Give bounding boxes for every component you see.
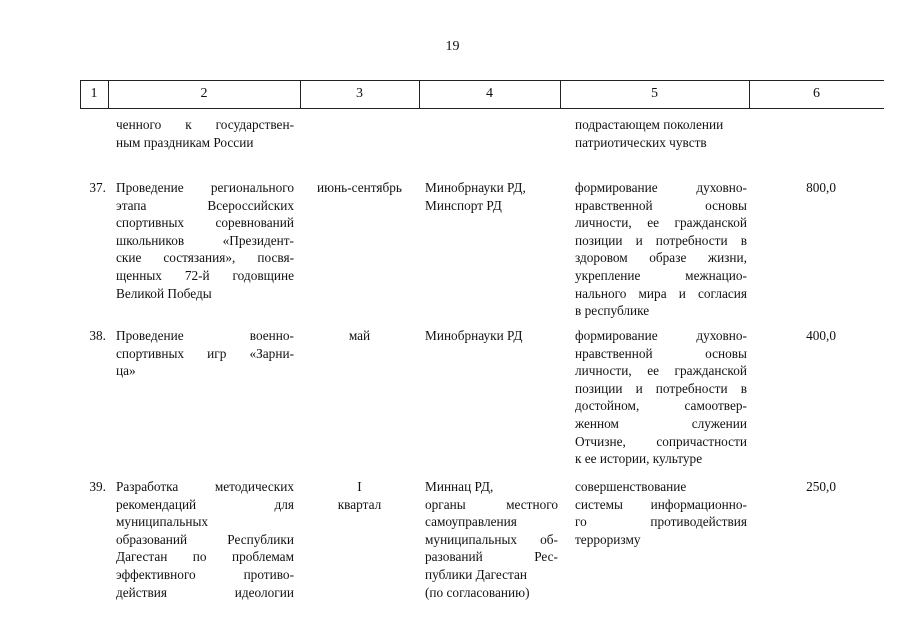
event-funding: 800,0 [806, 180, 836, 195]
event-executors: Минобрнауки РД [425, 328, 523, 343]
event-name: Проведение регионального этапа Всероссийских спортивных соревнований школьников «Президент- ские состязания», посвя- щенных 72-й годовщине Великой Победы [116, 180, 294, 301]
page-number: 19 [445, 39, 460, 54]
header-col-1: 1 [90, 86, 98, 101]
event-funding: 400,0 [806, 328, 836, 343]
event-goal: совершенствование системы информационно- го противодействия терроризму [575, 479, 747, 547]
event-goal: формирование духовно- нравственной основы личности, ее гражданской позиции и потребности в здоровом образе жизни, укрепление межнацио- нального мира и согласия в республике [575, 180, 747, 319]
event-executors: Миннац РД, органы местного самоуправления муниципальных об- разований Рес- публики Дагестан (по согласованию) [425, 479, 558, 600]
header-bottom-border [80, 108, 884, 109]
header-col-5: 5 [651, 86, 658, 101]
event-period: июнь-сентябрь [317, 180, 402, 195]
event-period: май [348, 328, 371, 343]
header-col-6: 6 [813, 86, 820, 101]
event-goal: формирование духовно- нравственной основы личности, ее гражданской позиции и потребности в достойном, самоотвер- женном служении Отчизне, сопричастности к ее истории, культуре [575, 328, 747, 467]
row-number: 39. [89, 479, 106, 494]
continuation-event-name: ченного к государствен- ным праздникам России [116, 117, 294, 150]
event-name: Разработка методических рекомендаций для муниципальных образований Республики Дагестан по проблемам эффективного противо- действия идеологии [116, 479, 294, 600]
continuation-goal: подрастающем поколении патриотических чувств [575, 117, 724, 150]
event-executors: Минобрнауки РД, Минспорт РД [425, 180, 526, 213]
row-number: 37. [89, 180, 106, 195]
header-col-4: 4 [486, 86, 493, 101]
event-period: I квартал [337, 479, 382, 512]
header-col-3: 3 [356, 86, 363, 101]
header-col-2: 2 [200, 86, 208, 101]
header-top-border [80, 80, 884, 81]
row-number: 38. [89, 328, 106, 343]
event-name: Проведение военно- спортивных игр «Зарни- ца» [116, 328, 294, 379]
event-funding: 250,0 [806, 479, 836, 494]
